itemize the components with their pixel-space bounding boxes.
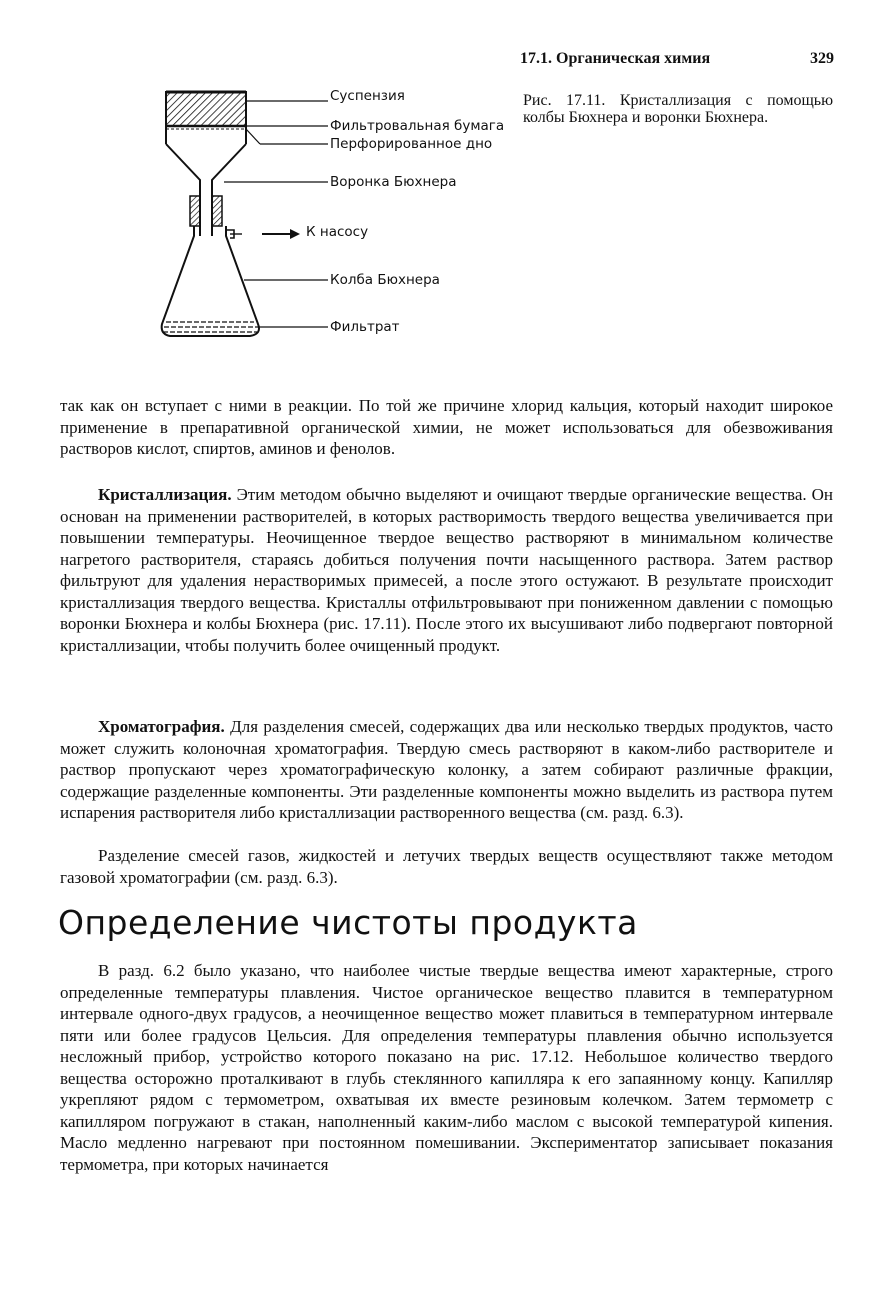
label-suspension: Суспензия <box>330 88 405 104</box>
label-to-pump: К насосу <box>306 224 369 240</box>
chromatography-text: Для разделения смесей, содержащих два или несколько твердых продуктов, часто может служить колоночная хроматография. Твердую смесь растворяют в каком-либо растворителе и раствор пропускают через хроматографическую колонку, а затем собирают различные фракции, содержащие разделенные компоненты. Эти разделенные компоненты можно выделить из раствора путем испарения растворителя либо кристаллизации растворенного вещества (см. разд. 6.3). <box>60 717 834 822</box>
filtrate-liquid <box>163 322 257 332</box>
paragraph-gas-chromatography: Разделение смесей газов, жидкостей и летучих твердых веществ осуществляют также методом газовой хроматографии (см. разд. 6.3). <box>60 846 833 887</box>
page-number: 329 <box>810 50 834 67</box>
leader-lines <box>224 101 328 327</box>
to-pump-arrow <box>262 229 300 239</box>
funnel-cone <box>166 144 246 236</box>
paragraph-purity: В разд. 6.2 было указано, что наиболее чистые твердые вещества имеют характерные, строго определенные температуры плавления. Чистое органическое вещество плавится в температурном интервале одного-двух градусов, а неочищенное вещество может плавиться в температурном интервале пяти или более градусов Цельсия. Для определения температуры плавления обычно используется несложный прибор, устройство которого показано на рис. 17.12. Небольшое количество твердого вещества осторожно проталкивают в глубь стеклянного капилляра к его запаянному концу. Капилляр укрепляют рядом с термометром, охватывая их вместе резиновым колечком. Затем термометр с капилляром погружают в стакан, наполненный каким-либо маслом с высокой температурой кипения. Масло медленно нагревают при постоянном помешивании. Экспериментатор записывает показания термометра, при которых начинается <box>60 961 833 1174</box>
label-buchner-flask: Колба Бюхнера <box>330 272 440 288</box>
label-perforated-bottom: Перфорированное дно <box>330 136 493 152</box>
label-filter-paper: Фильтровальная бумага <box>330 118 505 134</box>
label-filtrate: Фильтрат <box>330 319 400 335</box>
rubber-stopper <box>190 196 222 226</box>
buchner-figure <box>150 84 530 354</box>
crystallization-runin: Кристаллизация. <box>98 485 232 504</box>
label-buchner-funnel: Воронка Бюхнера <box>330 174 457 190</box>
buchner-flask <box>162 226 259 336</box>
funnel-cylinder <box>166 92 246 144</box>
figure-caption <box>523 92 833 126</box>
paragraph-chromatography <box>60 716 833 824</box>
running-head <box>520 50 834 68</box>
caption-number: Рис. 17.11. <box>523 92 606 109</box>
crystallization-text: Этим методом обычно выделяют и очищают твердые органические вещества. Он основан на применении растворителей, в которых растворимость твердого вещества увеличивается при повышении температуры. Неочищенное твердое вещество растворяют в минимальном количестве нагретого растворителя, стараясь добиться получения почти насыщенного раствора. Затем раствор фильтруют для удаления нерастворимых примесей, а после этого остужают. В результате происходит кристаллизация твердого вещества. Кристаллы отфильтровывают при пониженном давлении с помощью воронки Бюхнера и колбы Бюхнера (рис. 17.11). После этого их высушивают либо подвергают повторной кристаллизации, чтобы получить более очищенный продукт. <box>60 485 834 655</box>
section-title: 17.1. Органическая химия <box>520 50 711 67</box>
paragraph-calcium-chloride: так как он вступает с ними в реакции. По той же причине хлорид кальция, который находит широкое применение в препаративной органической химии, не может использоваться для обезвоживания растворов кислот, спиртов, аминов и фенолов. <box>60 396 833 458</box>
section-heading: Определение чистоты продукта <box>58 903 638 942</box>
chromatography-runin: Хроматография. <box>98 717 225 736</box>
caption-text: Кристаллизация с помощью колбы Бюхнера и воронки Бюхнера. <box>523 92 834 126</box>
paragraph-crystallization <box>60 484 833 656</box>
